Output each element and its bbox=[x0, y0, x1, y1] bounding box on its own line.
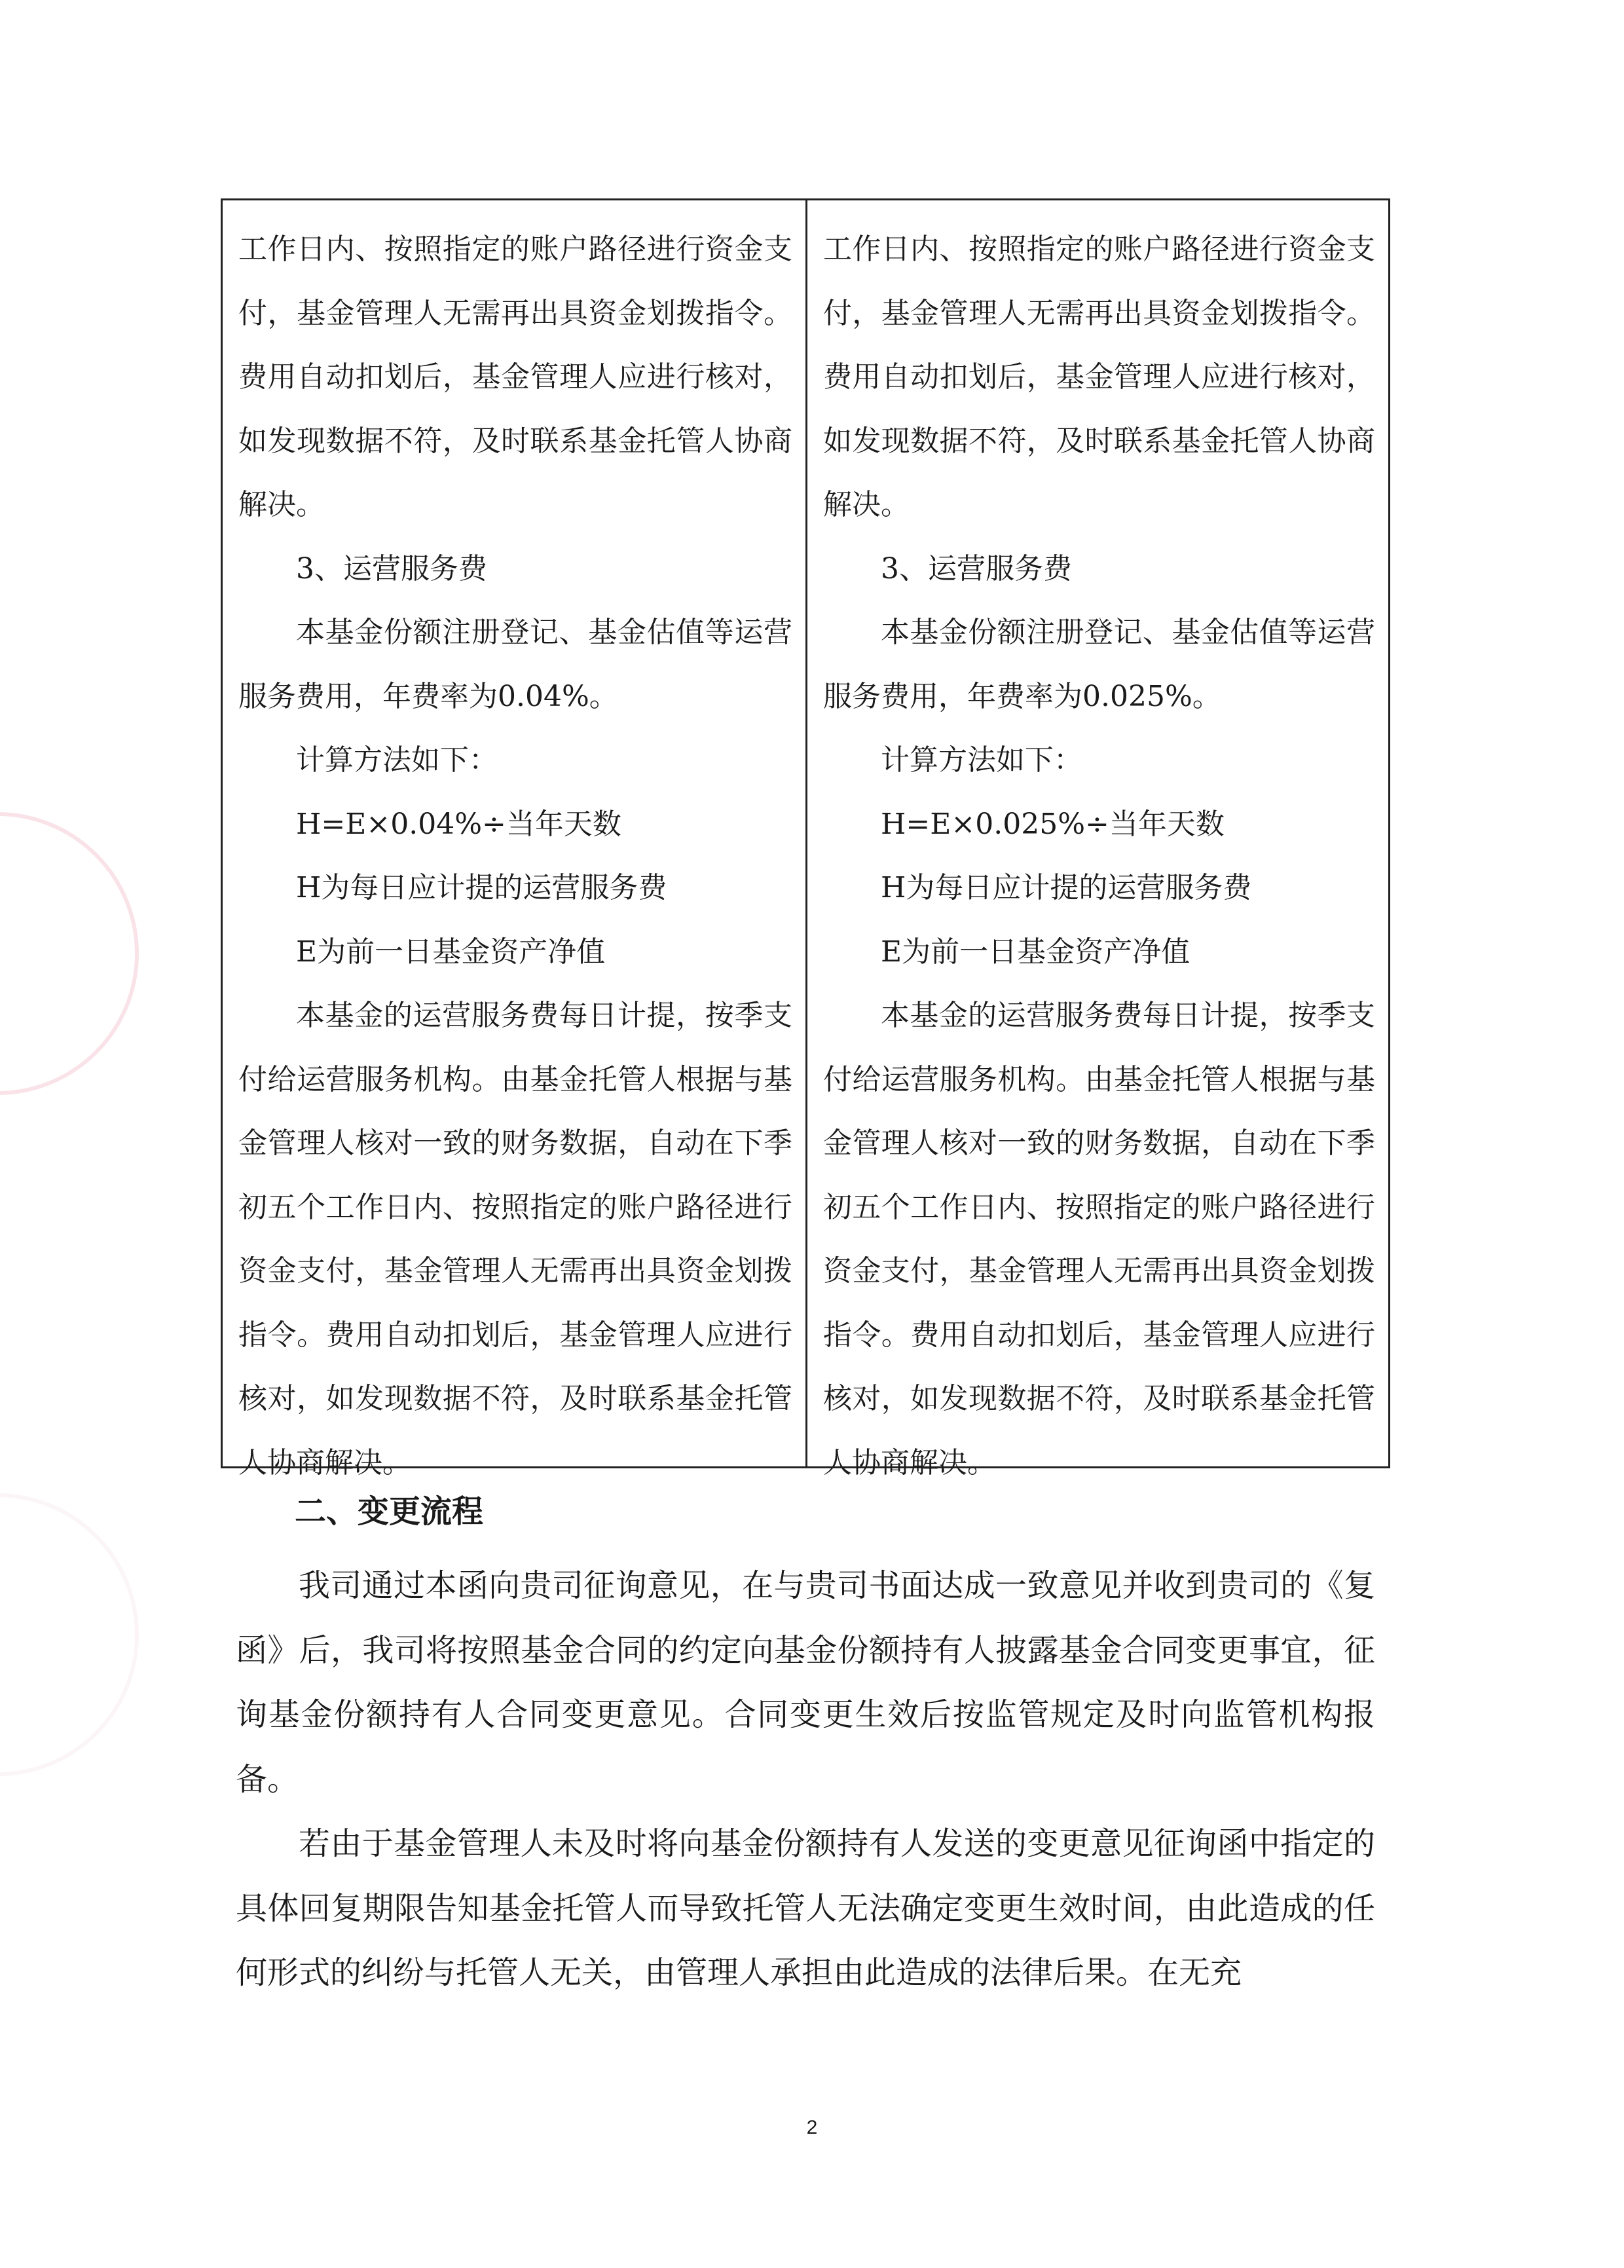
revised-paragraph-7: E为前一日基金资产净值 bbox=[881, 935, 1190, 969]
original-paragraph-6: H为每日应计提的运营服务费 bbox=[296, 871, 667, 904]
seal-stamp-faint bbox=[0, 1493, 139, 1776]
section-body bbox=[236, 1553, 1375, 2005]
original-paragraph-5: H=E×0.04%÷当年天数 bbox=[296, 807, 621, 841]
page-number: 2 bbox=[806, 2117, 818, 2138]
revised-paragraph-2: 3、运营服务费 bbox=[881, 551, 1072, 586]
original-paragraph-1: 工作日内、按照指定的账户路径进行资金支付，基金管理人无需再出具资金划拨指令。费用自动扣划后，基金管理人应进行核对，如发现数据不符，及时联系基金托管人协商解决。 bbox=[238, 232, 792, 521]
table-column-original bbox=[223, 200, 805, 1479]
seal-stamp-fragment bbox=[0, 812, 139, 1095]
original-paragraph-4: 计算方法如下： bbox=[296, 743, 498, 777]
body-paragraph-1: 我司通过本函向贵司征询意见，在与贵司书面达成一致意见并收到贵司的《复函》后，我司将按照基金合同的约定向基金份额持有人披露基金合同变更事宜，征询基金份额持有人合同变更意见。合同变更生效后按监管规定及时向监管机构报备。 bbox=[236, 1567, 1375, 1798]
comparison-table bbox=[221, 198, 1390, 1479]
revised-paragraph-1: 工作日内、按照指定的账户路径进行资金支付，基金管理人无需再出具资金划拨指令。费用自动扣划后，基金管理人应进行核对，如发现数据不符，及时联系基金托管人协商解决。 bbox=[823, 232, 1375, 521]
original-paragraph-8: 本基金的运营服务费每日计提，按季支付给运营服务机构。由基金托管人根据与基金管理人核对一致的财务数据，自动在下季初五个工作日内、按照指定的账户路径进行资金支付，基金管理人无需再出具资金划拨指令。费用自动扣划后，基金管理人应进行核对，如发现数据不符，及时联系基金托管人协商解决。 bbox=[238, 999, 792, 1479]
revised-paragraph-5: H=E×0.025%÷当年天数 bbox=[881, 807, 1225, 841]
revised-paragraph-8: 本基金的运营服务费每日计提，按季支付给运营服务机构。由基金托管人根据与基金管理人核对一致的财务数据，自动在下季初五个工作日内、按照指定的账户路径进行资金支付，基金管理人无需再出具资金划拨指令。费用自动扣划后，基金管理人应进行核对，如发现数据不符，及时联系基金托管人协商解决。 bbox=[823, 999, 1375, 1479]
revised-paragraph-4: 计算方法如下： bbox=[881, 743, 1082, 777]
original-paragraph-7: E为前一日基金资产净值 bbox=[296, 935, 606, 969]
table-column-revised bbox=[805, 200, 1388, 1479]
body-paragraph-2: 若由于基金管理人未及时将向基金份额持有人发送的变更意见征询函中指定的具体回复期限告知基金托管人而导致托管人无法确定变更生效时间，由此造成的任何形式的纠纷与托管人无关，由管理人承担由此造成的法律后果。在无充 bbox=[236, 1825, 1375, 1991]
section-heading: 二、变更流程 bbox=[295, 1493, 484, 1530]
original-paragraph-2: 3、运营服务费 bbox=[296, 551, 487, 586]
original-paragraph-3: 本基金份额注册登记、基金估值等运营服务费用，年费率为0.04%。 bbox=[238, 616, 792, 713]
revised-paragraph-6: H为每日应计提的运营服务费 bbox=[881, 871, 1252, 904]
revised-paragraph-3: 本基金份额注册登记、基金估值等运营服务费用，年费率为0.025%。 bbox=[823, 616, 1375, 713]
